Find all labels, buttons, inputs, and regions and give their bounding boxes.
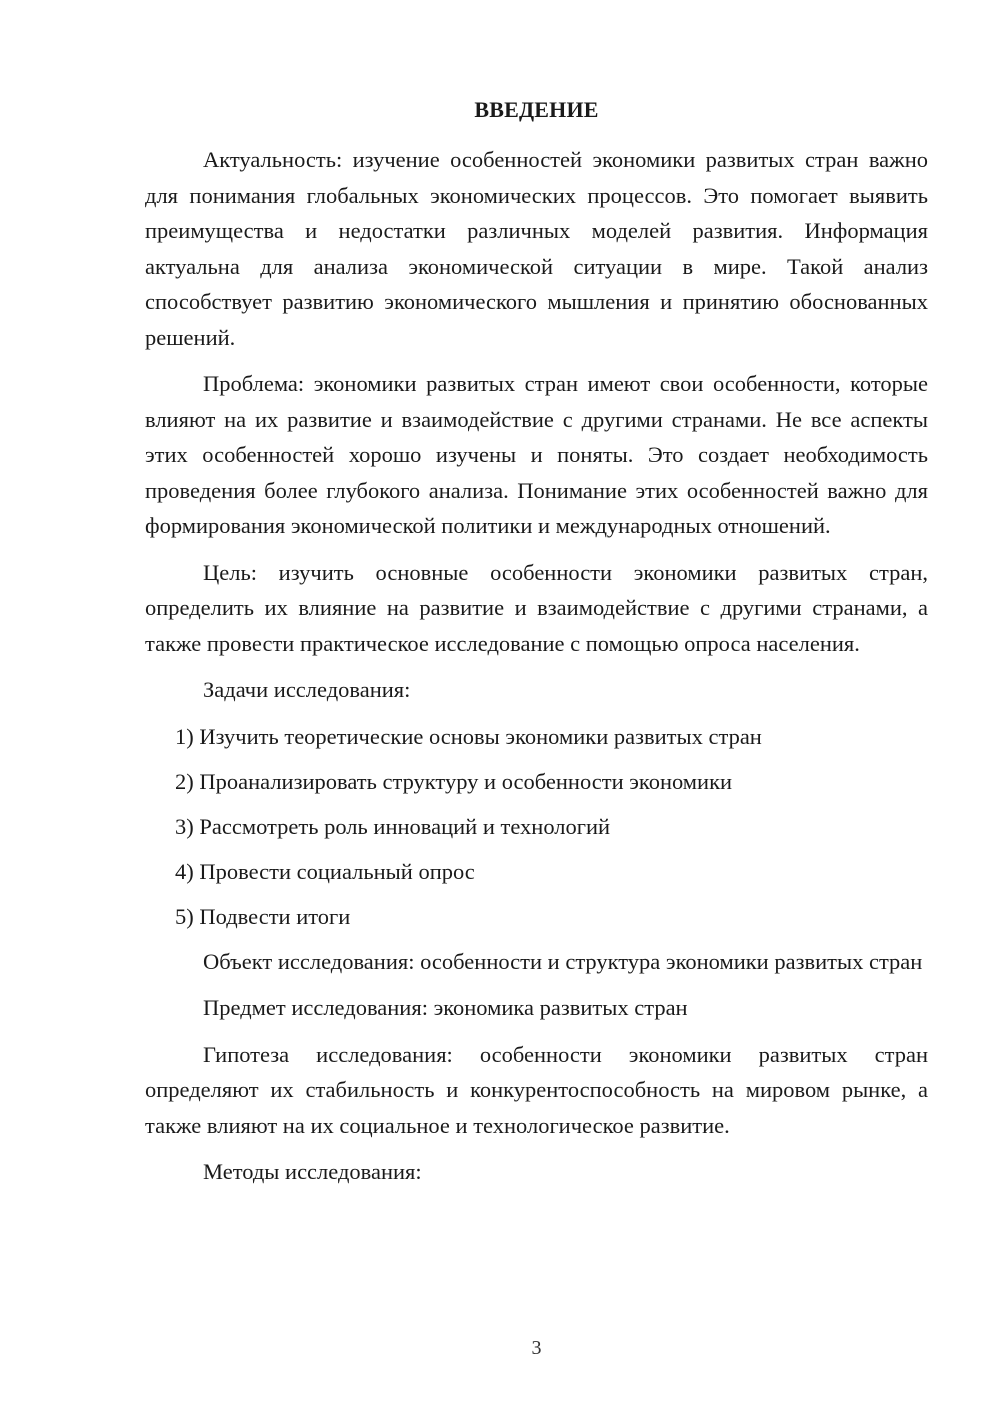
list-item: 1) Изучить теоретические основы экономики развитых стран <box>175 723 762 749</box>
document-page <box>145 0 928 1414</box>
tasks-heading: Задачи исследования: <box>203 677 411 702</box>
list-item: 3) Рассмотреть роль инноваций и технологий <box>175 813 611 839</box>
relevance-paragraph: Актуальность: изучение особенностей экономики развитых стран важно для понимания глобальных экономических процессов. Это помогает выявить преимущества и недостатки различных моделей развития. Информация актуальна для анализа экономической ситуации в мире. Такой анализ способствует развитию экономического мышления и принятию обоснованных решений. <box>145 147 928 350</box>
object-paragraph: Объект исследования: особенности и структура экономики развитых стран <box>203 948 923 974</box>
list-item: 5) Подвести итоги <box>175 903 351 929</box>
hypothesis-paragraph: Гипотеза исследования: особенности экономики развитых стран определяют их стабильность и конкурентоспособность на мировом рынке, а также влияют на их социальное и технологическое развитие. <box>145 1041 928 1138</box>
section-heading: ВВЕДЕНИЕ <box>474 97 599 122</box>
list-item: 4) Провести социальный опрос <box>175 858 475 884</box>
goal-paragraph: Цель: изучить основные особенности экономики развитых стран, определить их влияние на развитие и взаимодействие с другими странами, а также провести практическое исследование с помощью опроса населения. <box>145 559 928 656</box>
subject-paragraph: Предмет исследования: экономика развитых стран <box>203 995 688 1020</box>
page-number: 3 <box>531 1337 542 1359</box>
document-body <box>145 142 928 1201</box>
list-item: 2) Проанализировать структуру и особенности экономики <box>175 768 733 794</box>
problem-paragraph: Проблема: экономики развитых стран имеют свои особенности, которые влияют на их развитие и взаимодействие с другими странами. Не все аспекты этих особенностей хорошо изучены и поняты. Это создает необходимость проведения более глубокого анализа. Понимание этих особенностей важно для формирования экономической политики и международных отношений. <box>145 371 928 538</box>
methods-heading: Методы исследования: <box>203 1159 422 1184</box>
tasks-list <box>145 719 928 935</box>
